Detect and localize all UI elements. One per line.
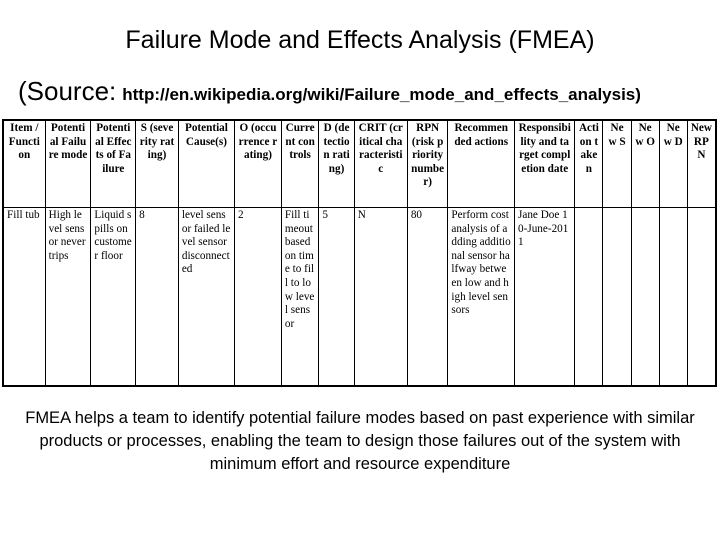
column-header: Item / Function <box>4 121 46 208</box>
table-header-row <box>4 121 716 208</box>
column-header: O (occurrence rating) <box>235 121 282 208</box>
column-header: New D <box>659 121 687 208</box>
table-row <box>4 208 716 386</box>
table-cell <box>603 208 631 386</box>
fmea-table <box>3 120 716 386</box>
fmea-table-container <box>2 119 717 387</box>
column-header: Potential Failure mode <box>45 121 91 208</box>
table-cell: Perform cost analysis of adding additional sensor halfway between low and high level sensors <box>448 208 515 386</box>
table-cell: 8 <box>136 208 179 386</box>
table-cell: Fill tub <box>4 208 46 386</box>
page-title: Failure Mode and Effects Analysis (FMEA) <box>125 26 595 54</box>
table-cell <box>575 208 603 386</box>
table-cell: N <box>354 208 407 386</box>
column-header: Potential Effects of Failure <box>91 121 136 208</box>
table-cell <box>631 208 659 386</box>
column-header: Responsibility and target completion date <box>515 121 575 208</box>
source-url: http://en.wikipedia.org/wiki/Failure_mode_and_effects_analysis) <box>122 85 641 104</box>
table-cell <box>659 208 687 386</box>
column-header: RPN (risk priority number) <box>407 121 448 208</box>
table-cell: level sensor failed level sensor disconnected <box>178 208 234 386</box>
table-cell: Jane Doe 10-June-2011 <box>515 208 575 386</box>
column-header: CRIT (critical characteristic <box>354 121 407 208</box>
column-header: Current controls <box>281 121 318 208</box>
column-header: D (detection rating) <box>319 121 354 208</box>
source-line <box>18 76 641 107</box>
column-header: Recommended actions <box>448 121 515 208</box>
table-cell <box>687 208 715 386</box>
column-header: S (severity rating) <box>136 121 179 208</box>
column-header: New RPN <box>687 121 715 208</box>
table-cell: Liquid spills on customer floor <box>91 208 136 386</box>
column-header: New S <box>603 121 631 208</box>
table-cell: 80 <box>407 208 448 386</box>
table-cell: 5 <box>319 208 354 386</box>
table-cell: Fill timeout based on time to fill to low level sensor <box>281 208 318 386</box>
fmea-description: FMEA helps a team to identify potential failure modes based on past experience with similar products or processes, enabling the team to design those failures out of the system with minimum effort and resource expenditure <box>25 409 695 473</box>
table-cell: 2 <box>235 208 282 386</box>
source-label: (Source: <box>18 76 117 106</box>
column-header: Potential Cause(s) <box>178 121 234 208</box>
column-header: Action taken <box>575 121 603 208</box>
table-cell: High level sensor never trips <box>45 208 91 386</box>
column-header: New O <box>631 121 659 208</box>
